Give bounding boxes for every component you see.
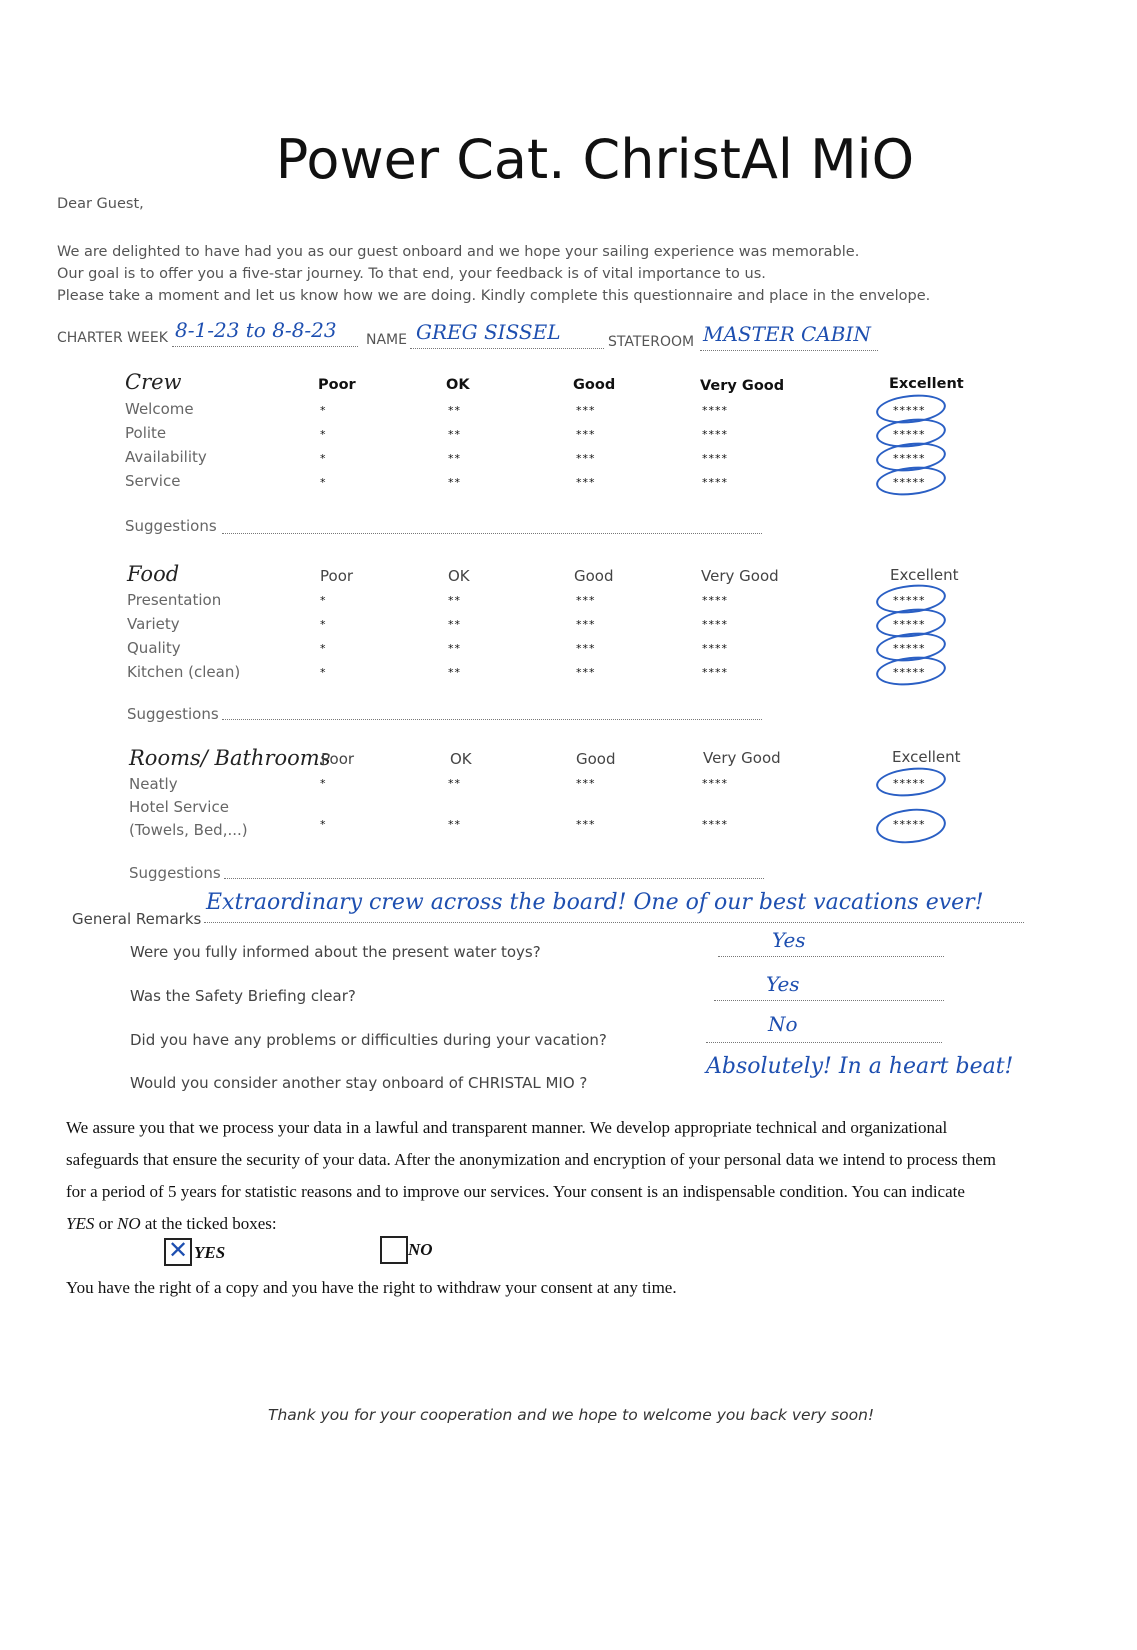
rooms-rating-option[interactable]: ** xyxy=(448,777,461,790)
legal-line-4 xyxy=(66,1214,277,1234)
food-rating-option[interactable]: ** xyxy=(448,642,461,655)
rooms-section-title: Rooms/ Bathrooms xyxy=(129,746,331,770)
legal-line-4-rest: at the ticked boxes: xyxy=(140,1214,277,1233)
legal-line-1: We assure you that we process your data in a lawful and transparent manner. We develop appropriate technical and organizational xyxy=(66,1118,948,1137)
rooms-rating-option[interactable]: **** xyxy=(702,818,728,831)
crew-suggestions-label: Suggestions xyxy=(125,517,217,535)
answer-another-stay[interactable]: Absolutely! In a heart beat! xyxy=(706,1054,1014,1079)
question-water-toys: Were you fully informed about the present water toys? xyxy=(130,943,541,961)
closing-text: Thank you for your cooperation and we hope to welcome you back very soon! xyxy=(268,1406,875,1424)
food-rating-option[interactable]: **** xyxy=(702,618,728,631)
answer-line xyxy=(714,1000,944,1001)
food-rating-option[interactable]: * xyxy=(320,594,327,607)
food-rating-option[interactable]: ***** xyxy=(893,618,926,631)
intro-line-3: Please take a moment and let us know how we are doing. Kindly complete this questionnaire and place in the envelope. xyxy=(57,288,931,304)
food-suggestions-line[interactable] xyxy=(222,719,762,720)
food-rating-option[interactable]: ** xyxy=(448,618,461,631)
consent-yes-checkbox[interactable] xyxy=(164,1238,192,1266)
food-rating-option[interactable]: *** xyxy=(576,642,596,655)
answer-line xyxy=(706,1042,942,1043)
rooms-rating-option[interactable]: * xyxy=(320,777,327,790)
legal-yes-word: YES xyxy=(66,1214,95,1233)
crew-rating-option[interactable]: ** xyxy=(448,428,461,441)
food-rating-option[interactable]: * xyxy=(320,666,327,679)
crew-section-title: Crew xyxy=(125,370,182,394)
crew-row-label: Availability xyxy=(125,448,207,466)
crew-rating-option[interactable]: *** xyxy=(576,452,596,465)
rooms-rating-option[interactable]: *** xyxy=(576,777,596,790)
food-rating-option[interactable]: **** xyxy=(702,594,728,607)
food-rating-option[interactable]: ***** xyxy=(893,666,926,679)
stateroom-label: STATEROOM xyxy=(608,334,695,350)
crew-rating-option[interactable]: **** xyxy=(702,428,728,441)
general-remarks-value[interactable]: Extraordinary crew across the board! One of our best vacations ever! xyxy=(206,890,984,915)
food-col-very-good: Very Good xyxy=(701,567,779,585)
crew-rating-option[interactable]: ***** xyxy=(893,428,926,441)
rooms-col-ok: OK xyxy=(450,750,472,768)
consent-yes-label: YES xyxy=(194,1243,226,1262)
greeting: Dear Guest, xyxy=(57,196,144,212)
charter-week-value[interactable]: 8-1-23 to 8-8-23 xyxy=(175,318,337,342)
intro-line-2: Our goal is to offer you a five-star journey. To that end, your feedback is of vital importance to us. xyxy=(57,266,766,282)
question-safety-briefing: Was the Safety Briefing clear? xyxy=(130,987,356,1005)
crew-rating-option[interactable]: ***** xyxy=(893,404,926,417)
page-title: Power Cat. ChristAl MiO xyxy=(275,128,915,191)
crew-rating-option[interactable]: * xyxy=(320,428,327,441)
rights-text: You have the right of a copy and you have the right to withdraw your consent at any time. xyxy=(66,1278,677,1297)
crew-suggestions-line[interactable] xyxy=(222,533,762,534)
food-rating-option[interactable]: **** xyxy=(702,642,728,655)
crew-rating-option[interactable]: *** xyxy=(576,428,596,441)
rooms-selected-rating-circle xyxy=(874,805,947,846)
check-mark-icon: ✕ xyxy=(168,1236,189,1264)
crew-rating-option[interactable]: ***** xyxy=(893,452,926,465)
legal-no-word: NO xyxy=(117,1214,141,1233)
rooms-suggestions-line[interactable] xyxy=(224,878,764,879)
legal-line-3: for a period of 5 years for statistic reasons and to improve our services. Your consent is an indispensable condition. You can indicate xyxy=(66,1182,965,1201)
food-col-ok: OK xyxy=(448,567,470,585)
food-row-label: Variety xyxy=(127,615,180,633)
charter-week-line xyxy=(172,346,358,347)
stateroom-line xyxy=(700,350,878,351)
food-col-excellent: Excellent xyxy=(890,566,959,584)
food-rating-option[interactable]: * xyxy=(320,642,327,655)
legal-or-word: or xyxy=(94,1214,118,1233)
question-another-stay: Would you consider another stay onboard of CHRISTAL MIO ? xyxy=(130,1074,588,1092)
crew-rating-option[interactable]: ** xyxy=(448,476,461,489)
crew-rating-option[interactable]: ** xyxy=(448,452,461,465)
crew-row-label: Polite xyxy=(125,424,167,442)
food-section-title: Food xyxy=(127,562,180,586)
crew-rating-option[interactable]: **** xyxy=(702,476,728,489)
crew-col-excellent: Excellent xyxy=(889,376,964,392)
food-rating-option[interactable]: ***** xyxy=(893,594,926,607)
crew-rating-option[interactable]: **** xyxy=(702,452,728,465)
food-rating-option[interactable]: *** xyxy=(576,594,596,607)
crew-rating-option[interactable]: *** xyxy=(576,404,596,417)
name-label: NAME xyxy=(366,332,407,348)
answer-line xyxy=(718,956,944,957)
crew-rating-option[interactable]: ***** xyxy=(893,476,926,489)
consent-no-label: NO xyxy=(408,1240,433,1259)
crew-rating-option[interactable]: * xyxy=(320,404,327,417)
rooms-row-label: Hotel Service xyxy=(129,798,229,816)
stateroom-value[interactable]: MASTER CABIN xyxy=(703,322,871,346)
rooms-row-label: Neatly xyxy=(129,775,178,793)
crew-rating-option[interactable]: **** xyxy=(702,404,728,417)
question-problems: Did you have any problems or difficulties during your vacation? xyxy=(130,1031,607,1049)
legal-line-2: safeguards that ensure the security of your data. After the anonymization and encryption of your personal data we intend to process them xyxy=(66,1150,996,1169)
crew-rating-option[interactable]: ** xyxy=(448,404,461,417)
rooms-col-good: Good xyxy=(576,750,616,768)
food-rating-option[interactable]: *** xyxy=(576,666,596,679)
rooms-col-very-good: Very Good xyxy=(703,749,781,767)
crew-col-very-good: Very Good xyxy=(700,378,785,394)
food-row-label: Presentation xyxy=(127,591,222,609)
name-line xyxy=(410,348,604,349)
answer-safety-briefing[interactable]: Yes xyxy=(766,972,800,996)
general-remarks-line xyxy=(204,922,1024,923)
consent-no-checkbox[interactable] xyxy=(380,1236,408,1264)
rooms-row-label: (Towels, Bed,...) xyxy=(129,821,248,839)
rooms-rating-option[interactable]: **** xyxy=(702,777,728,790)
crew-rating-option[interactable]: *** xyxy=(576,476,596,489)
rooms-rating-option[interactable]: *** xyxy=(576,818,596,831)
answer-water-toys[interactable]: Yes xyxy=(772,928,806,952)
food-rating-option[interactable]: ** xyxy=(448,666,461,679)
name-value[interactable]: GREG SISSEL xyxy=(416,320,561,344)
crew-col-ok: OK xyxy=(446,377,470,393)
rooms-suggestions-label: Suggestions xyxy=(129,864,221,882)
crew-rating-option[interactable]: * xyxy=(320,476,327,489)
intro-line-1: We are delighted to have had you as our guest onboard and we hope your sailing experience was memorable. xyxy=(57,244,860,260)
rooms-rating-option[interactable]: ***** xyxy=(893,818,926,831)
food-rating-option[interactable]: ** xyxy=(448,594,461,607)
crew-col-good: Good xyxy=(573,377,616,393)
food-rating-option[interactable]: **** xyxy=(702,666,728,679)
crew-row-label: Welcome xyxy=(125,400,194,418)
charter-week-label: CHARTER WEEK xyxy=(57,330,168,346)
crew-row-label: Service xyxy=(125,472,181,490)
food-suggestions-label: Suggestions xyxy=(127,705,219,723)
food-row-label: Quality xyxy=(127,639,181,657)
food-col-good: Good xyxy=(574,567,614,585)
answer-problems[interactable]: No xyxy=(768,1012,798,1036)
rooms-rating-option[interactable]: ** xyxy=(448,818,461,831)
rooms-selected-rating-circle xyxy=(875,764,948,799)
general-remarks-label: General Remarks xyxy=(72,910,202,928)
food-rating-option[interactable]: ***** xyxy=(893,642,926,655)
crew-rating-option[interactable]: * xyxy=(320,452,327,465)
rooms-col-poor: Poor xyxy=(321,750,355,768)
food-row-label: Kitchen (clean) xyxy=(127,663,241,681)
food-rating-option[interactable]: * xyxy=(320,618,327,631)
food-col-poor: Poor xyxy=(320,567,354,585)
crew-col-poor: Poor xyxy=(318,377,356,393)
food-rating-option[interactable]: *** xyxy=(576,618,596,631)
rooms-rating-option[interactable]: * xyxy=(320,818,327,831)
rooms-col-excellent: Excellent xyxy=(892,748,961,766)
rooms-rating-option[interactable]: ***** xyxy=(893,777,926,790)
